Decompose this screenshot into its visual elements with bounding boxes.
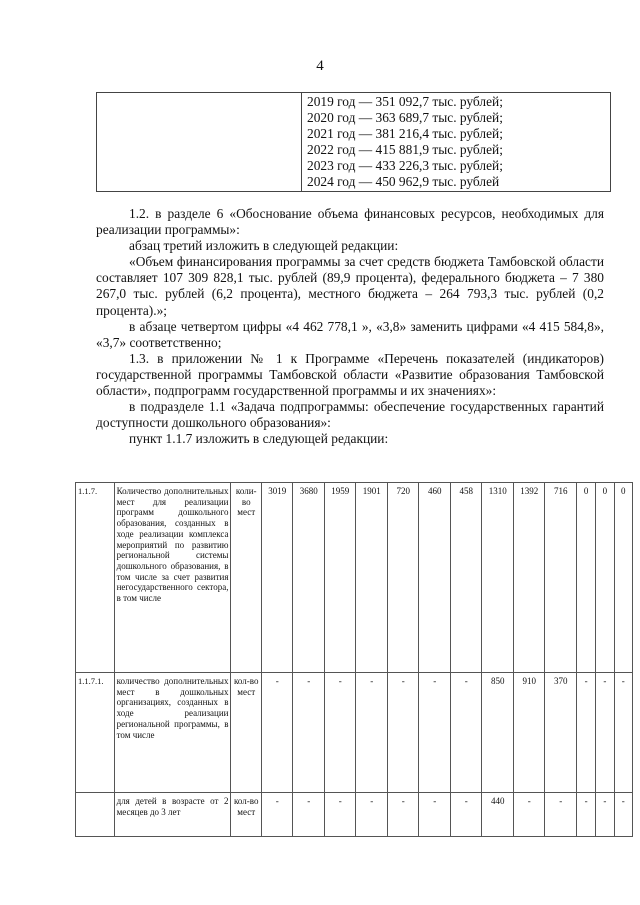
row-value: - <box>576 673 595 793</box>
document-body <box>96 206 604 447</box>
row-code <box>76 793 115 837</box>
table-row <box>76 793 633 837</box>
row-unit: кол-во мест <box>231 793 261 837</box>
year-line: 2022 год — 415 881,9 тыс. рублей; <box>307 142 503 157</box>
paragraph: 1.2. в разделе 6 «Обоснование объема финансовых ресурсов, необходимых для реализации программы»: <box>96 206 604 238</box>
row-value: 716 <box>545 483 577 673</box>
row-value: - <box>419 793 451 837</box>
indicator-table <box>75 482 633 837</box>
row-value: - <box>324 793 356 837</box>
row-value: - <box>356 793 388 837</box>
row-value: - <box>293 793 325 837</box>
row-value: 370 <box>545 673 577 793</box>
row-value: - <box>513 793 545 837</box>
year-line: 2024 год — 450 962,9 тыс. рублей <box>307 174 500 189</box>
table-row <box>76 673 633 793</box>
row-value: - <box>596 793 614 837</box>
paragraph: «Объем финансирования программы за счет средств бюджета Тамбовской области составляет 107 309 828,1 тыс. рублей (89,9 процента), федерального бюджета – 7 380 267,0 тыс. рублей (6,2 процента), местного бюджета – 264 793,3 тыс. рублей (0,2 процента).»; <box>96 254 604 318</box>
year-line: 2019 год — 351 092,7 тыс. рублей; <box>307 94 503 109</box>
row-name: количество дополнительных мест в дошкольных организациях, созданных в ходе реализации региональной программы, в том числе <box>114 673 231 793</box>
row-name: для детей в возрасте от 2 месяцев до 3 лет <box>114 793 231 837</box>
row-value: 1901 <box>356 483 388 673</box>
year-line: 2021 год — 381 216,4 тыс. рублей; <box>307 126 503 141</box>
row-value: - <box>356 673 388 793</box>
years-cell <box>302 93 611 192</box>
row-value: 3019 <box>261 483 293 673</box>
year-line: 2023 год — 433 226,3 тыс. рублей; <box>307 158 503 173</box>
row-value: - <box>387 673 419 793</box>
empty-cell <box>97 93 302 192</box>
paragraph: пункт 1.1.7 изложить в следующей редакции: <box>129 431 389 447</box>
row-value: 720 <box>387 483 419 673</box>
funding-years-table <box>96 92 611 192</box>
row-value: 0 <box>596 483 614 673</box>
row-value: 0 <box>576 483 595 673</box>
paragraph: в абзаце четвертом цифры «4 462 778,1 », «3,8» заменить цифрами «4 415 584,8», «3,7» соответственно; <box>96 318 604 350</box>
row-code: 1.1.7.1. <box>76 673 115 793</box>
row-value: - <box>614 673 632 793</box>
paragraph: в подразделе 1.1 «Задача подпрограммы: обеспечение государственных гарантий доступности дошкольного образования»: <box>96 399 604 431</box>
paragraph: 1.3. в приложении № 1 к Программе «Перечень показателей (индикаторов) государственной программы Тамбовской области «Развитие образования Тамбовской области», подпрограмм государственной программы и их значениях»: <box>96 350 604 399</box>
row-value: - <box>261 673 293 793</box>
row-value: - <box>387 793 419 837</box>
row-value: 1310 <box>482 483 514 673</box>
row-value: - <box>596 673 614 793</box>
row-value: 440 <box>482 793 514 837</box>
row-value: 0 <box>614 483 632 673</box>
row-name: Количество дополнительных мест для реализации программ дошкольного образования, созданных в ходе реализации комплекса мероприятий по развитию региональной системы дошкольного образования, в том числе за счет развития негосударственного сектора, в том числе <box>114 483 231 673</box>
row-value: - <box>545 793 577 837</box>
row-code: 1.1.7. <box>76 483 115 673</box>
table-row <box>76 483 633 673</box>
row-value: 1959 <box>324 483 356 673</box>
row-value: 910 <box>513 673 545 793</box>
row-value: 460 <box>419 483 451 673</box>
row-unit: кол-во мест <box>231 673 261 793</box>
row-value: - <box>576 793 595 837</box>
row-unit: коли-во мест <box>231 483 261 673</box>
row-value: - <box>261 793 293 837</box>
row-value: 850 <box>482 673 514 793</box>
row-value: - <box>419 673 451 793</box>
paragraph: абзац третий изложить в следующей редакции: <box>129 238 399 254</box>
year-line: 2020 год — 363 689,7 тыс. рублей; <box>307 110 503 125</box>
page-number: 4 <box>316 58 324 74</box>
row-value: - <box>324 673 356 793</box>
row-value: 458 <box>450 483 482 673</box>
row-value: - <box>614 793 632 837</box>
row-value: - <box>450 793 482 837</box>
row-value: - <box>293 673 325 793</box>
row-value: - <box>450 673 482 793</box>
row-value: 3680 <box>293 483 325 673</box>
row-value: 1392 <box>513 483 545 673</box>
